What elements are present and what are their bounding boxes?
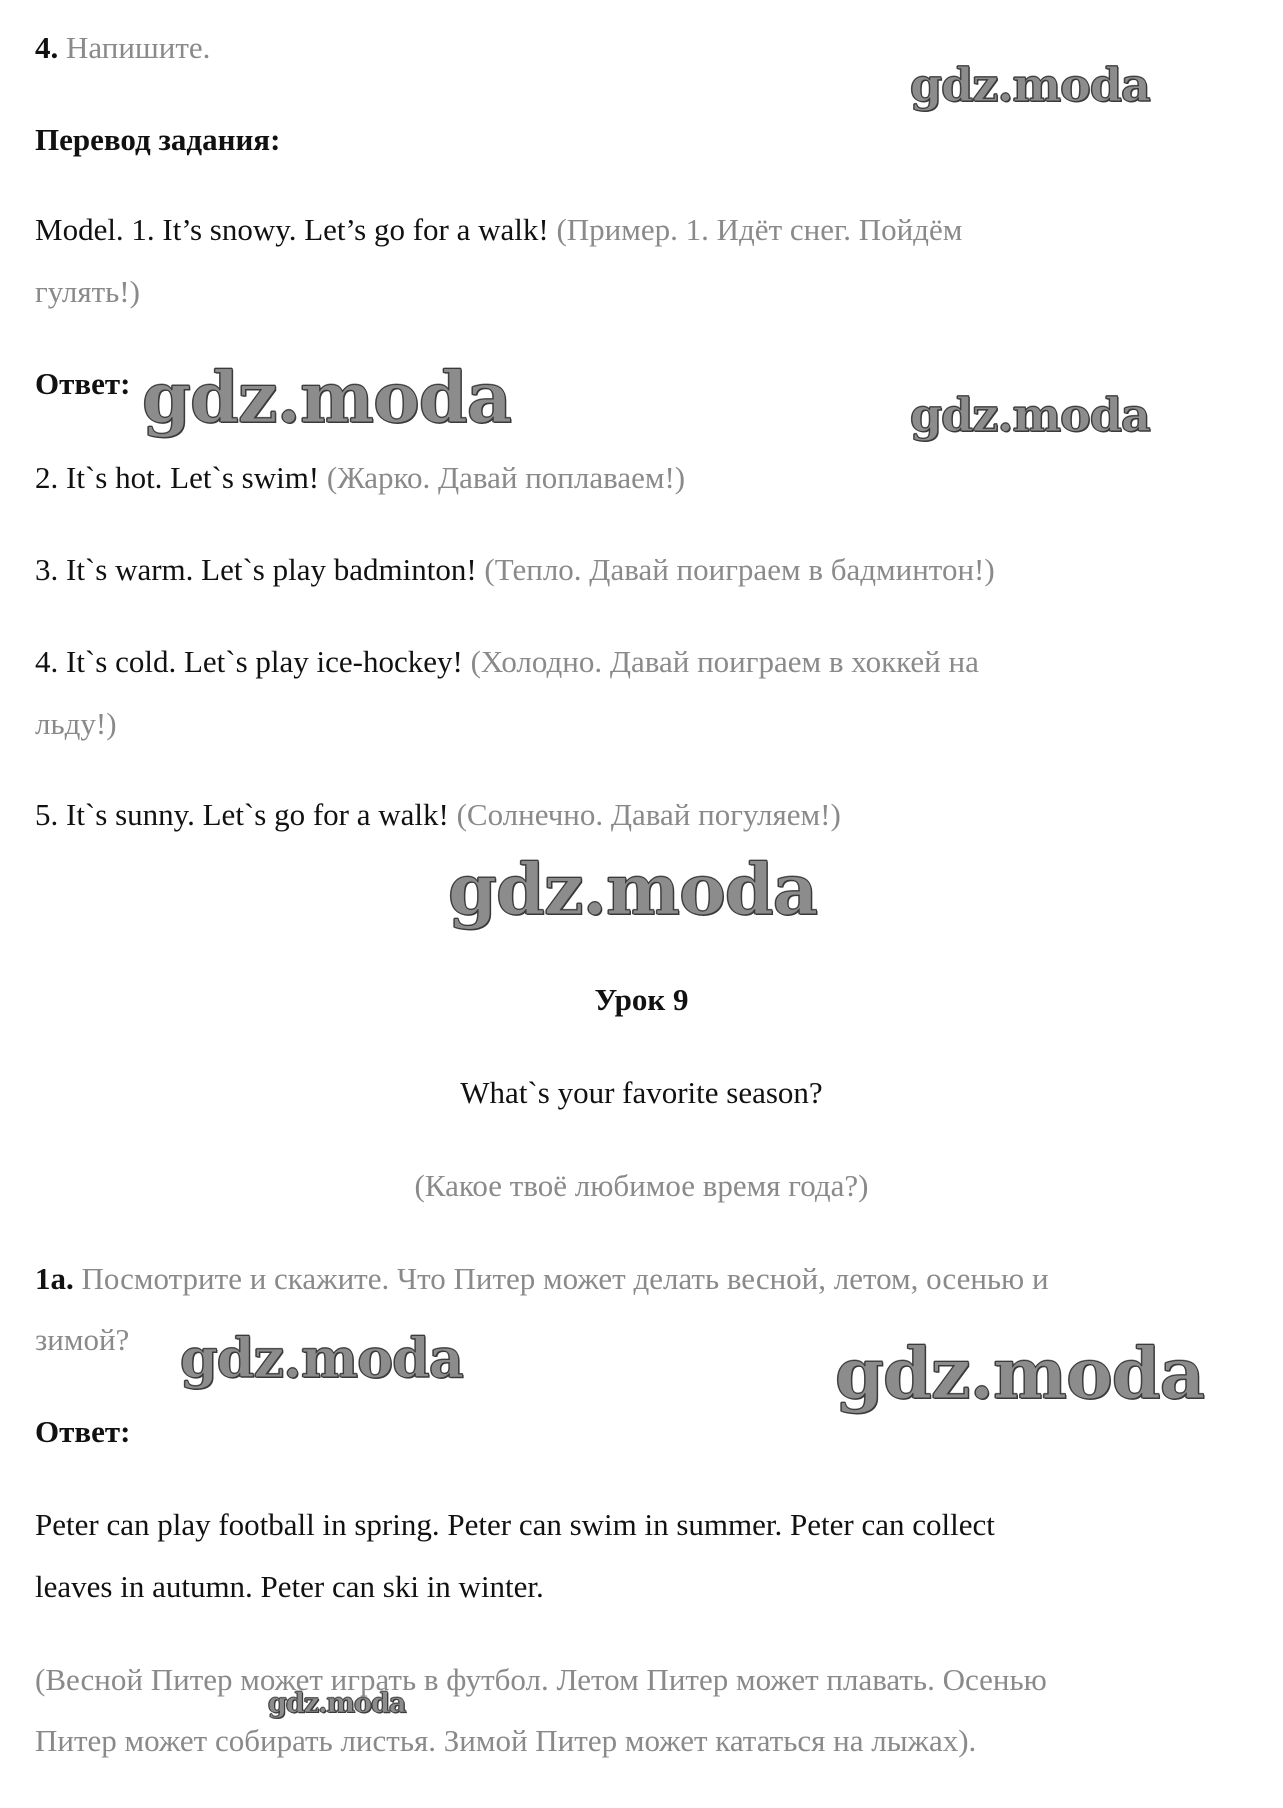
model-line xyxy=(35,212,962,248)
answer-ru: (Тепло. Давай поиграем в бадминтон!) xyxy=(484,552,995,587)
answer-en: Peter can play football in spring. Peter can swim in summer. Peter can collect xyxy=(35,1507,995,1542)
model-ru-continued: гулять!) xyxy=(35,274,140,309)
answer-ru: (Жарко. Давай поплаваем!) xyxy=(326,460,686,495)
lesson-subtitle-ru: (Какое твоё любимое время года?) xyxy=(414,1168,869,1203)
answer-label: Ответ: xyxy=(35,1414,131,1449)
answer-ru-continued: Питер может собирать листья. Зимой Питер может кататься на лыжах). xyxy=(35,1723,977,1758)
watermark: gdz.moda xyxy=(448,848,818,931)
task-number: 4. xyxy=(35,30,59,65)
answer-item xyxy=(35,797,841,833)
answer-en: 2. It`s hot. Let`s swim! xyxy=(35,460,320,495)
answer-en: 4. It`s cold. Let`s play ice-hockey! xyxy=(35,644,463,679)
watermark: gdz.moda xyxy=(910,58,1150,112)
watermark: gdz.moda xyxy=(180,1326,463,1390)
answer-label: Ответ: xyxy=(35,366,131,401)
task-instruction-continued: зимой? xyxy=(35,1322,130,1357)
task-1a-header xyxy=(35,1261,1049,1297)
answer-ru: (Весной Питер может играть в футбол. Летом Питер может плавать. Осенью xyxy=(35,1662,1047,1697)
answer-en: 3. It`s warm. Let`s play badminton! xyxy=(35,552,477,587)
translation-heading: Перевод задания: xyxy=(35,122,281,157)
answer-item xyxy=(35,552,995,588)
task-4-header xyxy=(35,30,210,66)
answer-ru-continued: льду!) xyxy=(35,706,117,741)
lesson-title: Урок 9 xyxy=(594,982,689,1017)
task-number: 1a. xyxy=(35,1261,74,1296)
task-instruction: Посмотрите и скажите. Что Питер может делать весной, летом, осенью и xyxy=(81,1261,1049,1296)
answer-item xyxy=(35,644,979,680)
answer-en-continued: leaves in autumn. Peter can ski in winter. xyxy=(35,1569,544,1604)
answer-ru: (Холодно. Давай поиграем в хоккей на xyxy=(470,644,979,679)
watermark: gdz.moda xyxy=(268,1688,406,1719)
lesson-subtitle-en: What`s your favorite season? xyxy=(460,1075,823,1110)
watermark: gdz.moda xyxy=(910,388,1150,442)
answer-item xyxy=(35,460,685,496)
model-ru: (Пример. 1. Идёт снег. Пойдём xyxy=(556,212,963,247)
task-instruction: Напишите. xyxy=(66,30,211,65)
watermark: gdz.moda xyxy=(142,356,512,439)
answer-ru: (Солнечно. Давай погуляем!) xyxy=(456,797,841,832)
answer-en: 5. It`s sunny. Let`s go for a walk! xyxy=(35,797,449,832)
watermark: gdz.moda xyxy=(835,1332,1205,1415)
model-en: Model. 1. It’s snowy. Let’s go for a walk! xyxy=(35,212,549,247)
